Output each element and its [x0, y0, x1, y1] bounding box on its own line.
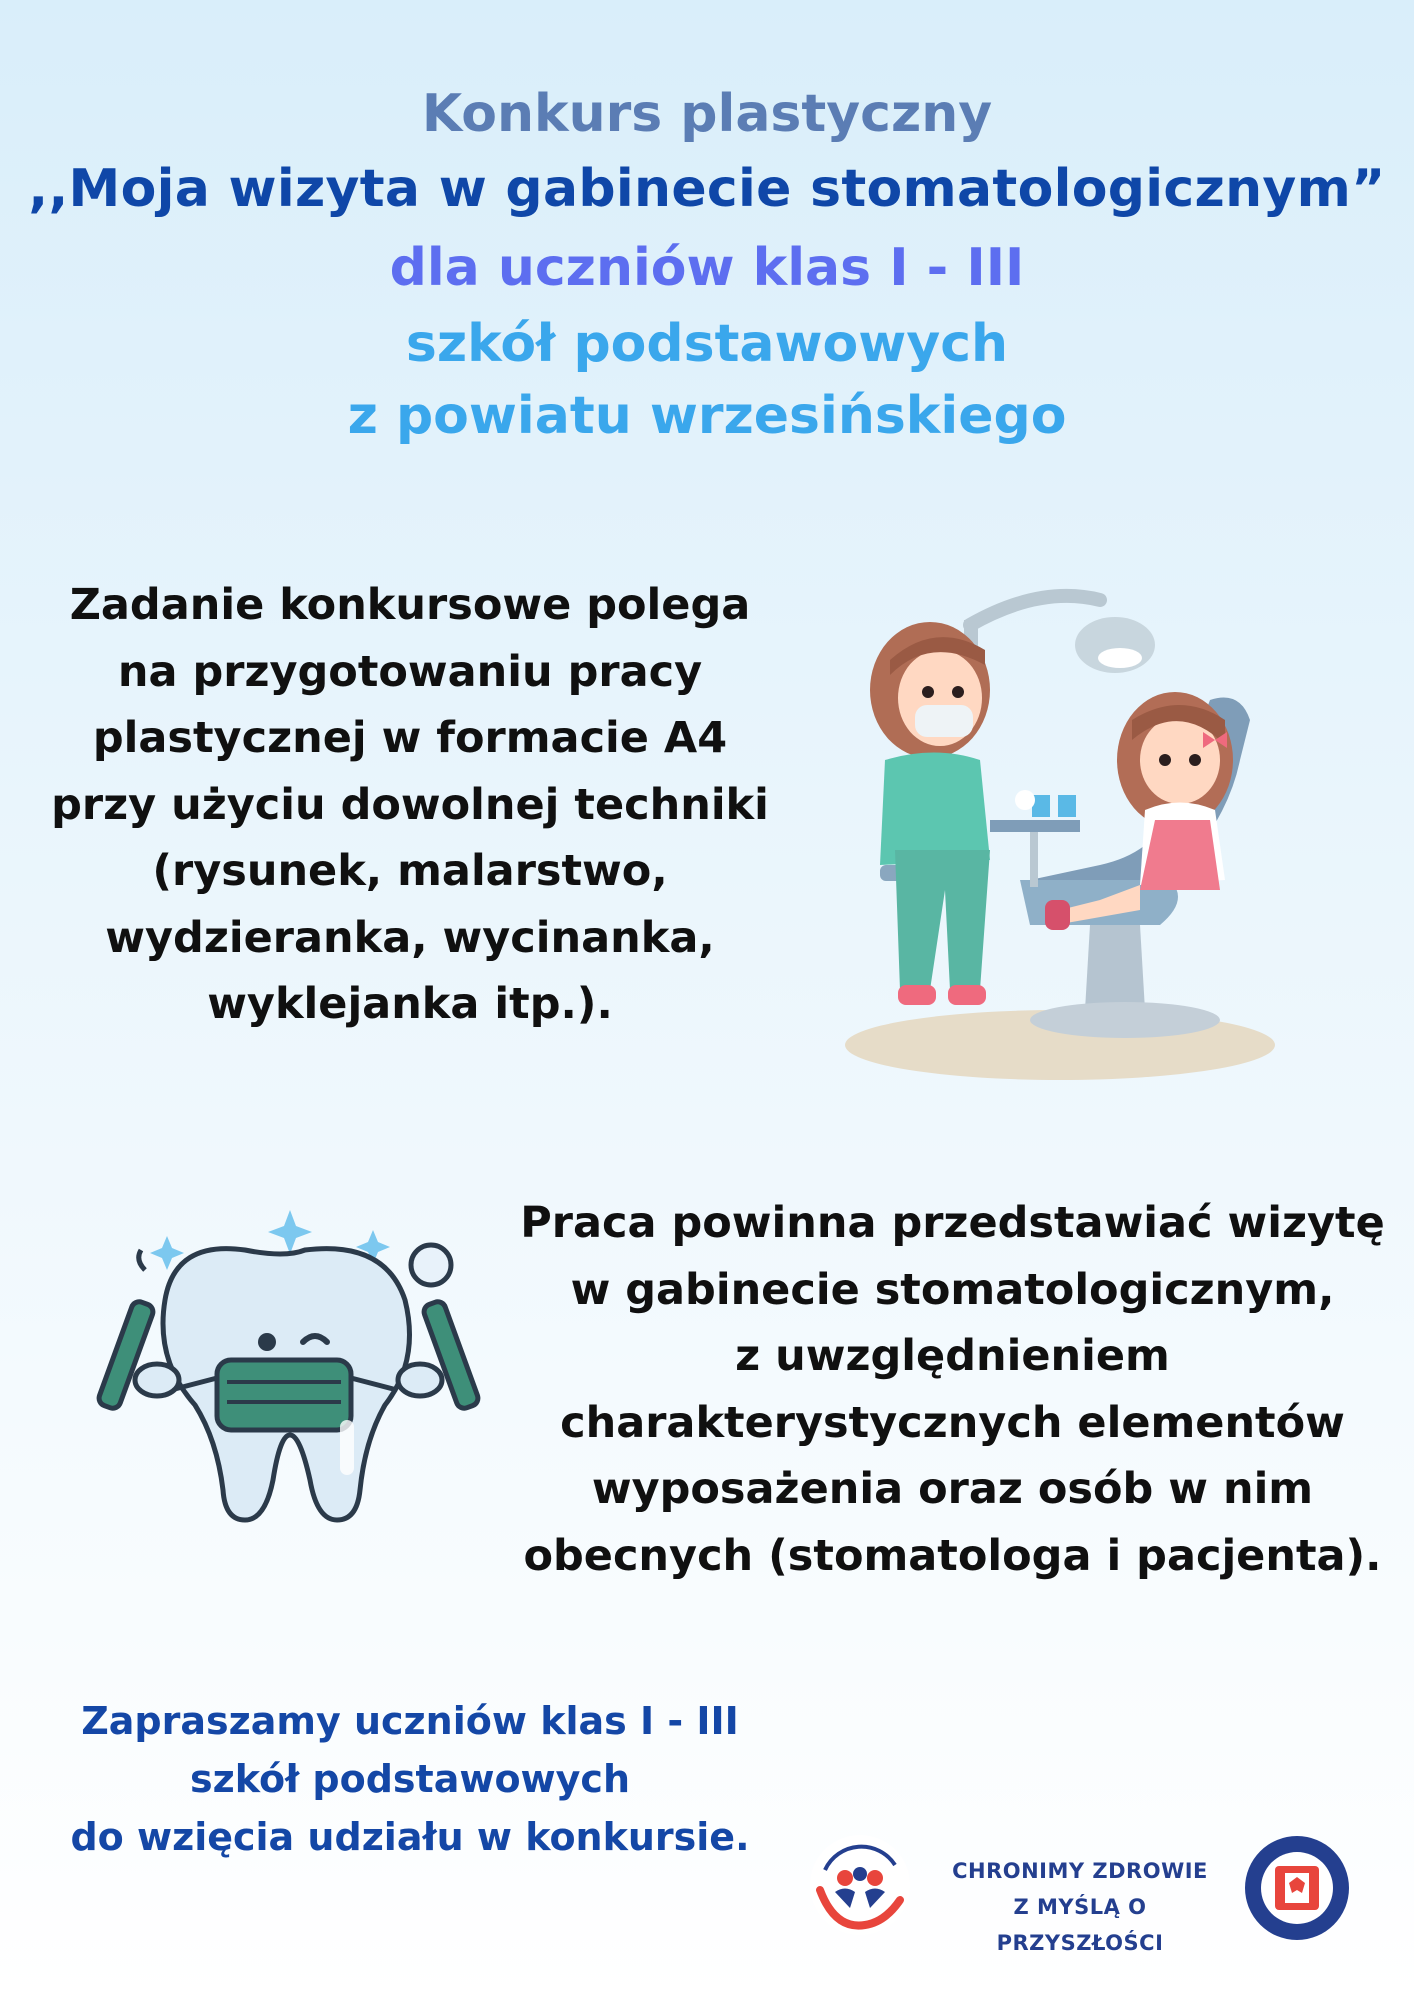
slogan-line: Z MYŚLĄ O PRZYSZŁOŚCI [996, 1895, 1164, 1955]
slogan-line: CHRONIMY ZDROWIE [952, 1859, 1208, 1883]
invitation-line: do wzięcia udziału w konkursie. [70, 1815, 750, 1859]
task-line: plastycznej w formacie A4 [92, 713, 728, 763]
task-line: (rysunek, malarstwo, [152, 846, 668, 896]
invitation-paragraph [40, 1692, 780, 1866]
description-paragraph [505, 1190, 1400, 1589]
task-line: przy użyciu dowolnej techniki [51, 779, 769, 830]
dentist-scene-illustration [840, 580, 1280, 1080]
tooth-mascot-illustration [85, 1190, 505, 1550]
title-line-2: ,,Moja wizyta w gabinecie stomatologicznym” [28, 159, 1386, 219]
task-line: wydzieranka, wycinanka, [105, 912, 715, 963]
title-line-1: Konkurs plastyczny [421, 84, 993, 144]
invitation-line: szkół podstawowych [189, 1757, 631, 1801]
description-line: charakterystycznych elementów [560, 1397, 1345, 1448]
description-line: w gabinecie stomatologicznym, [570, 1264, 1335, 1315]
description-line: z uwzględnieniem [735, 1331, 1170, 1381]
task-paragraph [40, 572, 780, 1038]
description-line: Praca powinna przedstawiać wizytę [520, 1198, 1385, 1248]
slogan [930, 1853, 1230, 1961]
sanitary-inspection-seal-icon [1242, 1833, 1352, 1943]
description-line: wyposażenia oraz osób w nim [591, 1464, 1314, 1514]
title-line-3: dla uczniów klas I - III [389, 238, 1025, 298]
title-line-4: szkół podstawowych [405, 314, 1009, 374]
title-line-5: z powiatu wrzesińskiego [347, 386, 1067, 446]
task-line: Zadanie konkursowe polega [69, 580, 751, 630]
invitation-line: Zapraszamy uczniów klas I - III [81, 1699, 739, 1743]
charity-logo-icon [805, 1830, 915, 1940]
poster-title [0, 78, 1414, 452]
task-line: wyklejanka itp.). [207, 979, 613, 1029]
task-line: na przygotowaniu pracy [117, 646, 703, 697]
description-line: obecnych (stomatologa i pacjenta). [523, 1530, 1382, 1581]
